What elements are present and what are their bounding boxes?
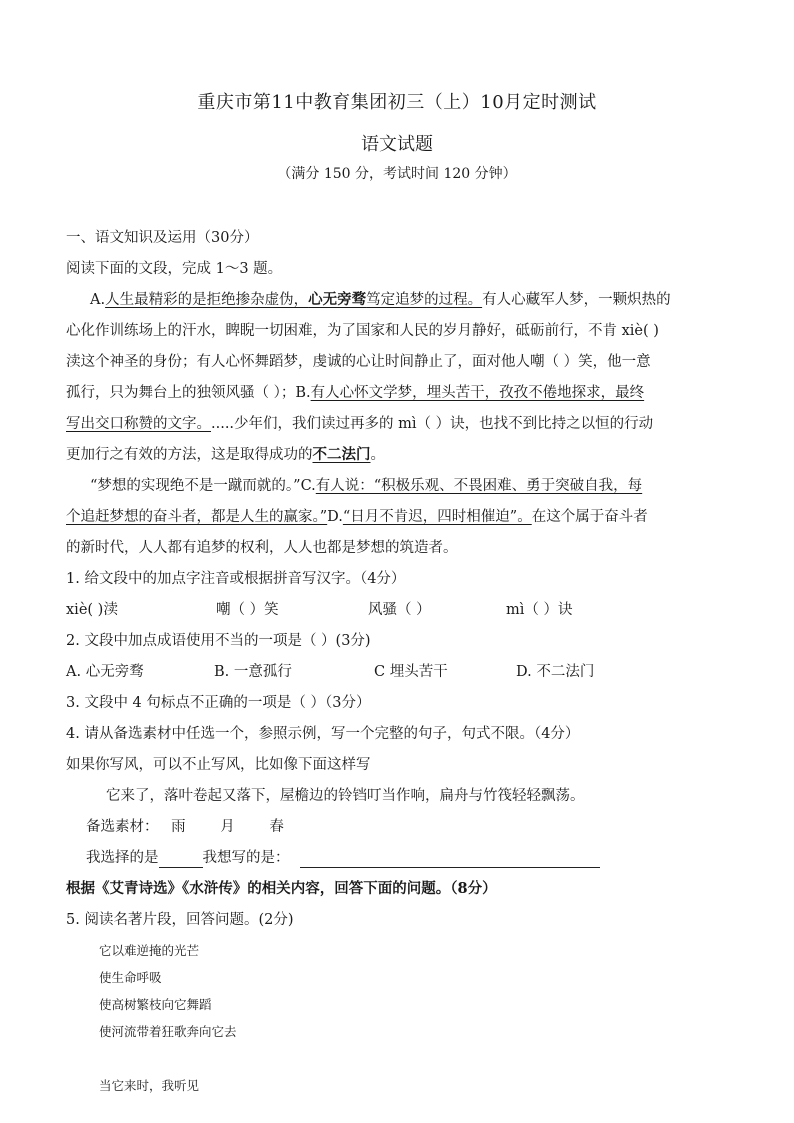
question-2-options [66, 662, 730, 682]
q2-option-d[interactable]: D. 不二法门 [516, 664, 595, 680]
paragraph-1-text: 有人心藏军人梦，一颗炽热的 [482, 292, 671, 308]
material-rain: 雨 [171, 819, 186, 835]
paragraph-2-line-3: 的新时代，人人都有追梦的权利，人人也都是梦想的筑造者。 [66, 540, 458, 556]
exam-title: 重庆市第11中教育集团初三（上）10月定时测试 [197, 92, 597, 113]
paragraph-2-text: 在这个属于奋斗者 [531, 509, 648, 525]
poem-line-5: 当它来时，我听见 [99, 1078, 200, 1093]
choice-blank[interactable] [159, 853, 203, 868]
write-label: 我想写的是： [202, 850, 290, 866]
poem-line-1: 它以难逆掩的光芒 [99, 943, 200, 958]
q1-item-a[interactable]: xiè( )渎 [66, 602, 118, 618]
sentence-a-underlined: 人生最精彩的是拒绝掺杂虚伪， [105, 292, 309, 308]
paragraph-1-text: .....少年们，我们读过再多的 mì（ ）诀，也找不到比持之以恒的行动 [211, 416, 654, 432]
paragraph-1-line-5 [66, 414, 730, 434]
sentence-b-underlined: 有人心怀文学梦，埋头苦干，孜孜不倦地探求，最终 [310, 385, 645, 401]
q1-item-c[interactable]: 风骚（ ） [368, 602, 431, 618]
question-4-example: 它来了，落叶卷起又落下，屋檐边的铃铛叮当作响，扁舟与竹筏轻轻飘荡。 [106, 788, 585, 804]
paragraph-2-line-1 [90, 476, 754, 496]
sentence-a-underlined-end: 笃定追梦的过程。 [366, 292, 483, 308]
material-spring: 春 [269, 819, 284, 835]
paragraph-1-line-3: 渎这个神圣的身份；有人心怀舞蹈梦，虔诚的心让时间静止了，面对他人嘲（ ）笑，他一意 [66, 354, 651, 370]
paragraph-1-text: 更加行之有效的方法，这是取得成功的 [66, 447, 313, 463]
sentence-c-underlined-end: 个追赶梦想的奋斗者，都是人生的赢家。” [66, 509, 328, 525]
sentence-b-underlined-end: 写出交口称赞的文字。 [66, 416, 211, 432]
idiom-xinwupangwu: 心无旁骛 [308, 291, 367, 308]
question-4-materials [86, 817, 750, 837]
question-1-items [66, 600, 730, 620]
question-3: 3. 文段中 4 句标点不正确的一项是（ ）（3分） [66, 695, 371, 711]
materials-label: 备选素材： [86, 819, 159, 835]
paragraph-1-line-1 [90, 290, 754, 310]
paragraph-1-line-6 [66, 445, 730, 465]
question-4-intro: 如果你写风，可以不止写风，比如像下面这样写 [66, 757, 371, 773]
answer-blank[interactable] [300, 853, 600, 868]
sentence-c-underlined: 有人说：“积极乐观、不畏困难、勇于突破自我，每 [315, 478, 643, 494]
exam-subject: 语文试题 [361, 134, 433, 155]
q2-option-c[interactable]: C 埋头苦干 [374, 664, 448, 680]
poem-line-3: 使高树繁枝向它舞蹈 [99, 997, 212, 1012]
section-1-heading: 一、语文知识及运用（30分） [66, 230, 259, 246]
question-1: 1. 给文段中的加点字注音或根据拼音写汉字。（4分） [66, 571, 406, 587]
sentence-a-label: A. [90, 292, 106, 308]
paragraph-1-line-2: 心化作训练场上的汗水，睥睨一切困难，为了国家和人民的岁月静好，砥砺前行，不肯 xiè( ) [66, 323, 659, 339]
question-4: 4. 请从备选素材中任选一个，参照示例，写一个完整的句子，句式不限。（4分） [66, 726, 580, 742]
idiom-buerfamen: 不二法门 [312, 446, 371, 463]
paragraph-1-text: 。 [370, 447, 385, 463]
poem-line-4: 使河流带着狂歌奔向它去 [99, 1024, 237, 1039]
paragraph-2-line-2 [66, 507, 730, 527]
exam-note: （满分 150 分，考试时间 120 分钟） [277, 166, 517, 182]
question-2: 2. 文段中加点成语使用不当的一项是（ ）(3分) [66, 633, 371, 649]
poem-line-2: 使生命呼吸 [99, 970, 162, 985]
paragraph-1-text: 孤行，只为舞台上的独领风骚（ ）；B. [66, 385, 311, 401]
q2-option-a[interactable]: A. 心无旁骛 [66, 664, 144, 680]
choose-label: 我选择的是 [86, 850, 159, 866]
material-moon: 月 [220, 819, 235, 835]
question-5: 5. 阅读名著片段，回答问题。(2分) [66, 912, 294, 928]
sentence-d-label: D. [327, 509, 343, 525]
sentence-d-underlined: “日月不肯迟，四时相催迫”。 [342, 509, 532, 525]
section-1-instruction: 阅读下面的文段，完成 1～3 题。 [66, 261, 283, 277]
question-4-answer-row [86, 848, 750, 868]
q1-item-d[interactable]: mì（ ）诀 [506, 602, 573, 618]
section-2-heading: 根据《艾青诗选》《水浒传》的相关内容，回答下面的问题。（8分） [66, 880, 497, 897]
q2-option-b[interactable]: B. 一意孤行 [214, 664, 292, 680]
q1-item-b[interactable]: 嘲（ ）笑 [216, 602, 279, 618]
paragraph-1-line-4 [66, 383, 730, 403]
paragraph-2-text: “梦想的实现绝不是一蹴而就的。”C. [90, 478, 316, 494]
